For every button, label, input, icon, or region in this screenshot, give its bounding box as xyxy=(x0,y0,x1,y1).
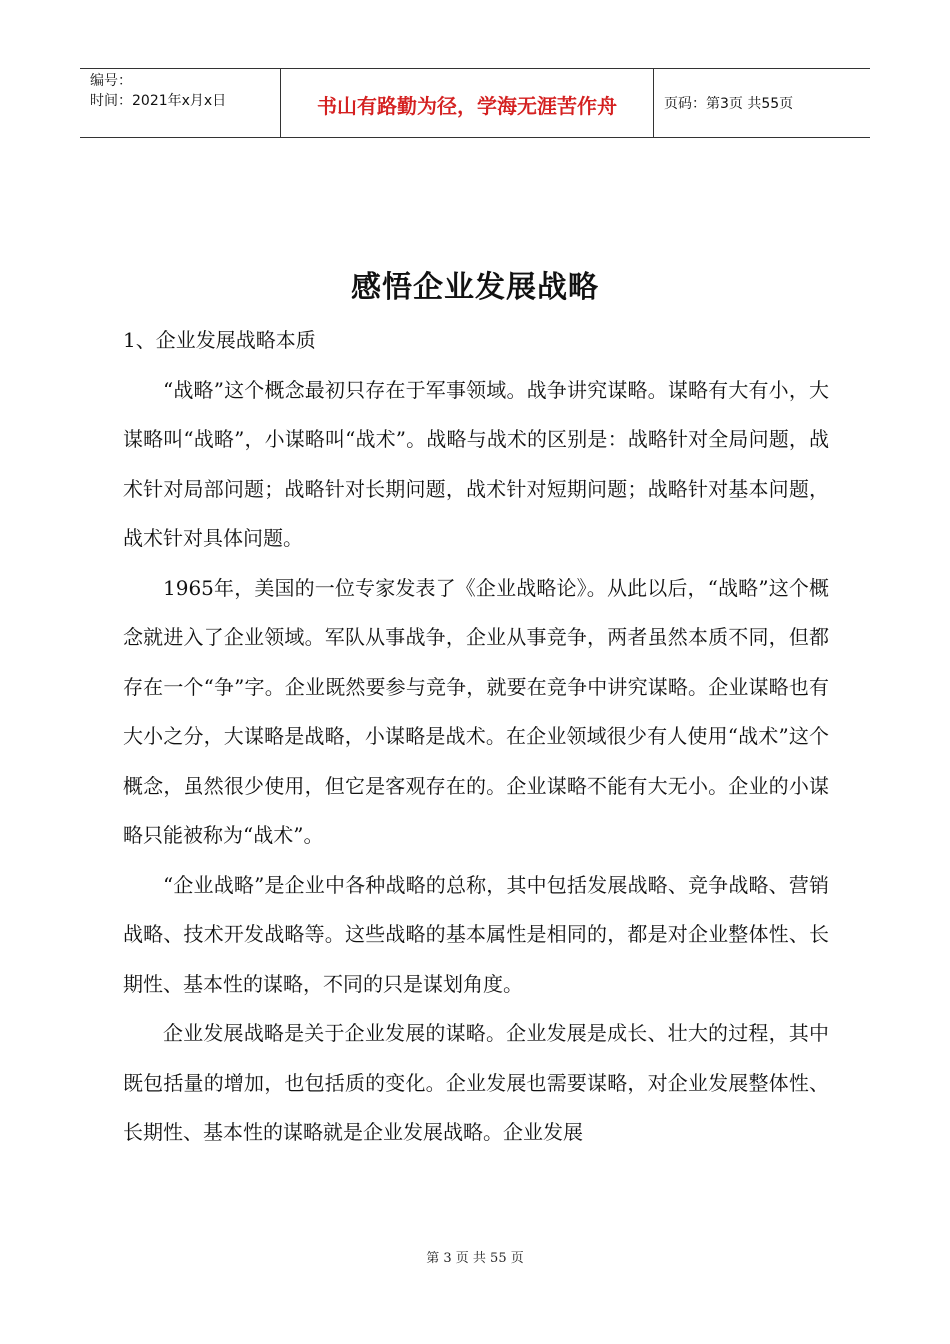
section-heading: 1、企业发展战略本质 xyxy=(123,328,316,352)
paragraph: “战略”这个概念最初只存在于军事领域。战争讲究谋略。谋略有大有小，大谋略叫“战略”，小谋略叫“战术”。战略与战术的区别是：战略针对全局问题，战术针对局部问题；战略针对长期问题，战术针对短期问题；战略针对基本问题，战术针对具体问题。 xyxy=(123,377,829,550)
header-table xyxy=(80,68,870,138)
number-label: 编号： xyxy=(90,73,132,89)
page-footer: 第 3 页 共 55 页 xyxy=(426,1251,524,1266)
header-meta-cell xyxy=(80,69,281,137)
header-motto: 书山有路勤为径，学海无涯苦作舟 xyxy=(281,69,654,137)
paragraph: 1965年，美国的一位专家发表了《企业战略论》。从此以后，“战略”这个概念就进入了企业领域。军队从事战争，企业从事竞争，两者虽然本质不同，但都存在一个“争”字。企业既然要参与竞争，就要在竞争中讲究谋略。企业谋略也有大小之分，大谋略是战略，小谋略是战术。在企业领域很少有人使用“战术”这个概念，虽然很少使用，但它是客观存在的。企业谋略不能有大无小。企业的小谋略只能被称为“战术”。 xyxy=(123,575,829,847)
document-title: 感悟企业发展战略 xyxy=(351,270,599,305)
paragraph: 企业发展战略是关于企业发展的谋略。企业发展是成长、壮大的过程，其中既包括量的增加，也包括质的变化。企业发展也需要谋略，对企业发展整体性、长期性、基本性的谋略就是企业发展战略。企业发展 xyxy=(123,1021,829,1144)
paragraph: “企业战略”是企业中各种战略的总称，其中包括发展战略、竞争战略、营销战略、技术开发战略等。这些战略的基本属性是相同的，都是对企业整体性、长期性、基本性的谋略，不同的只是谋划角度。 xyxy=(123,872,829,996)
date-label: 时间：2021年x月x日 xyxy=(90,93,227,109)
document-body xyxy=(123,316,829,1158)
header-page-info: 页码：第3页 共55页 xyxy=(664,96,794,112)
